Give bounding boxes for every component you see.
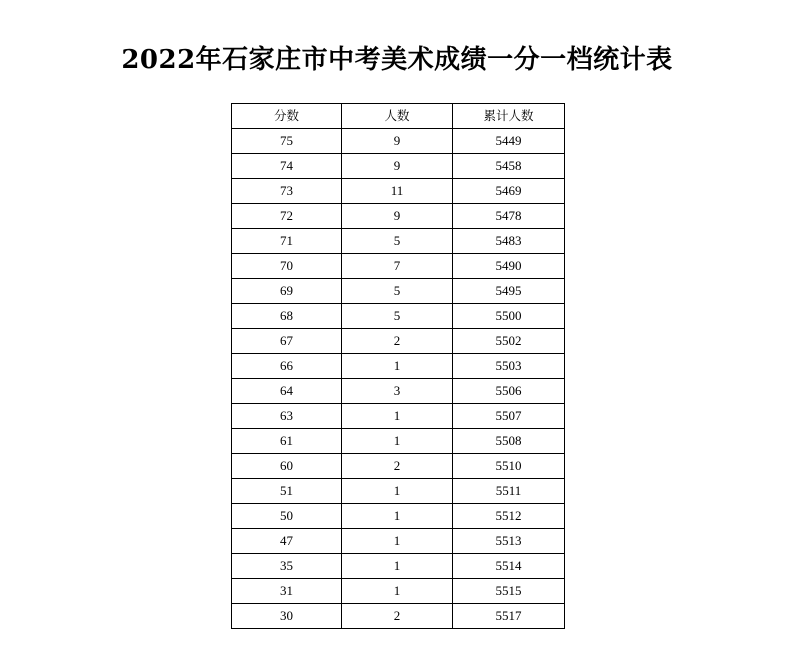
table-body bbox=[232, 129, 565, 629]
cell-score: 47 bbox=[232, 529, 342, 554]
header-count: 人数 bbox=[342, 104, 453, 129]
table-row bbox=[232, 154, 565, 179]
table-row bbox=[232, 579, 565, 604]
cell-count: 9 bbox=[342, 129, 453, 154]
cell-count: 9 bbox=[342, 204, 453, 229]
table-row bbox=[232, 129, 565, 154]
table-row bbox=[232, 354, 565, 379]
table-row bbox=[232, 179, 565, 204]
cell-cumulative: 5458 bbox=[453, 154, 565, 179]
cell-count: 5 bbox=[342, 229, 453, 254]
cell-score: 70 bbox=[232, 254, 342, 279]
cell-cumulative: 5511 bbox=[453, 479, 565, 504]
cell-score: 61 bbox=[232, 429, 342, 454]
cell-cumulative: 5490 bbox=[453, 254, 565, 279]
cell-score: 72 bbox=[232, 204, 342, 229]
cell-score: 64 bbox=[232, 379, 342, 404]
cell-count: 1 bbox=[342, 429, 453, 454]
cell-score: 71 bbox=[232, 229, 342, 254]
header-score: 分数 bbox=[232, 104, 342, 129]
cell-count: 1 bbox=[342, 554, 453, 579]
cell-count: 11 bbox=[342, 179, 453, 204]
cell-count: 1 bbox=[342, 529, 453, 554]
table-row bbox=[232, 529, 565, 554]
cell-score: 74 bbox=[232, 154, 342, 179]
table-row bbox=[232, 479, 565, 504]
cell-cumulative: 5507 bbox=[453, 404, 565, 429]
cell-score: 60 bbox=[232, 454, 342, 479]
cell-cumulative: 5449 bbox=[453, 129, 565, 154]
cell-cumulative: 5502 bbox=[453, 329, 565, 354]
table-row bbox=[232, 604, 565, 629]
cell-count: 2 bbox=[342, 604, 453, 629]
cell-count: 1 bbox=[342, 404, 453, 429]
cell-score: 67 bbox=[232, 329, 342, 354]
cell-count: 2 bbox=[342, 454, 453, 479]
table-row bbox=[232, 429, 565, 454]
cell-score: 31 bbox=[232, 579, 342, 604]
page-title: 2022年石家庄市中考美术成绩一分一档统计表 bbox=[121, 45, 673, 75]
cell-cumulative: 5506 bbox=[453, 379, 565, 404]
table-row bbox=[232, 229, 565, 254]
cell-count: 1 bbox=[342, 504, 453, 529]
cell-score: 30 bbox=[232, 604, 342, 629]
cell-score: 69 bbox=[232, 279, 342, 304]
table-row bbox=[232, 204, 565, 229]
cell-cumulative: 5512 bbox=[453, 504, 565, 529]
cell-score: 68 bbox=[232, 304, 342, 329]
cell-score: 63 bbox=[232, 404, 342, 429]
cell-count: 1 bbox=[342, 354, 453, 379]
cell-count: 5 bbox=[342, 279, 453, 304]
cell-score: 75 bbox=[232, 129, 342, 154]
table-header-row bbox=[232, 104, 565, 129]
table-row bbox=[232, 329, 565, 354]
cell-cumulative: 5510 bbox=[453, 454, 565, 479]
cell-cumulative: 5514 bbox=[453, 554, 565, 579]
cell-count: 9 bbox=[342, 154, 453, 179]
table-row bbox=[232, 279, 565, 304]
cell-count: 7 bbox=[342, 254, 453, 279]
cell-count: 2 bbox=[342, 329, 453, 354]
table-row bbox=[232, 379, 565, 404]
cell-count: 3 bbox=[342, 379, 453, 404]
cell-cumulative: 5517 bbox=[453, 604, 565, 629]
cell-score: 73 bbox=[232, 179, 342, 204]
cell-cumulative: 5483 bbox=[453, 229, 565, 254]
cell-count: 1 bbox=[342, 479, 453, 504]
table-row bbox=[232, 454, 565, 479]
table-row bbox=[232, 404, 565, 429]
score-table bbox=[231, 103, 565, 629]
cell-cumulative: 5478 bbox=[453, 204, 565, 229]
cell-cumulative: 5500 bbox=[453, 304, 565, 329]
table-row bbox=[232, 304, 565, 329]
table-row bbox=[232, 504, 565, 529]
cell-score: 50 bbox=[232, 504, 342, 529]
cell-cumulative: 5503 bbox=[453, 354, 565, 379]
cell-cumulative: 5513 bbox=[453, 529, 565, 554]
table-row bbox=[232, 554, 565, 579]
cell-cumulative: 5515 bbox=[453, 579, 565, 604]
cell-cumulative: 5508 bbox=[453, 429, 565, 454]
table-row bbox=[232, 254, 565, 279]
cell-score: 51 bbox=[232, 479, 342, 504]
header-cumulative: 累计人数 bbox=[453, 104, 565, 129]
cell-cumulative: 5469 bbox=[453, 179, 565, 204]
cell-cumulative: 5495 bbox=[453, 279, 565, 304]
cell-score: 35 bbox=[232, 554, 342, 579]
cell-count: 1 bbox=[342, 579, 453, 604]
cell-score: 66 bbox=[232, 354, 342, 379]
cell-count: 5 bbox=[342, 304, 453, 329]
